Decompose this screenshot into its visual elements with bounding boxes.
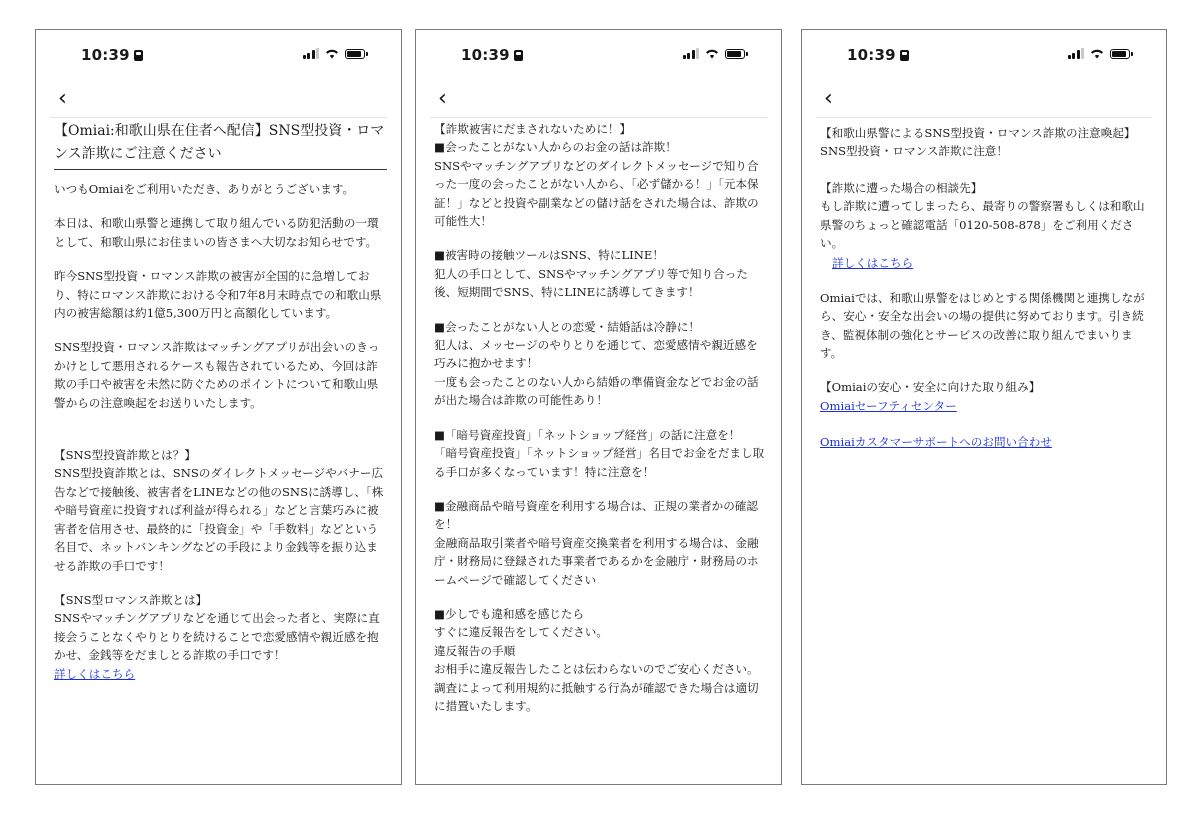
- section-body: SNS型投資詐欺とは、SNSのダイレクトメッセージやバナー広告などで接触後、被害者をLINEなどの他のSNSに誘導し、「株や暗号資産に投資すれば利益が得られる」などと言葉巧みに被害者を信用させ、最終的に「投資金」や「手数料」などという名目で、ネットバンキングなどの手段により金銭等を振り込ませる詐欺の手口です！: [54, 466, 384, 573]
- bullet-body: SNSやマッチングアプリなどのダイレクトメッセージで知り合った一度の会ったことがない人から、「必ず儲かる！」「元本保証！」などと投資や副業などの儲け話をされた場合は、詐欺の可能性大！: [434, 158, 759, 229]
- message-body: [820, 124, 1152, 468]
- section-body: SNSやマッチングアプリなどを通じて出会った者と、実際に直接会うことなくやりとりを続けることで恋愛感情や親近感を抱かせ、金銭等をだましとる詐欺の手口です！: [54, 611, 380, 663]
- bullet-line: お相手に違反報告したことは伝わらないのでご安心ください。: [434, 662, 759, 677]
- wifi-icon: [705, 48, 719, 59]
- bullet-body: 犯人は、メッセージのやりとりを通じて、恋愛感情や親近感を巧みに抱かせます！: [434, 338, 758, 371]
- battery-icon: [725, 49, 745, 59]
- status-bar: [36, 46, 401, 68]
- bullet-body: 一度も会ったことのない人から結婚の準備資金などでお金の話が出た場合は詐欺の可能性あり！: [434, 374, 759, 408]
- phone-screen-2: [415, 29, 782, 785]
- paragraph-intro: 本日は、和歌山県警と連携して取り組んでいる防犯活動の一環として、和歌山県にお住まいの皆さまへ大切なお知らせです。: [54, 216, 379, 249]
- bullet-body: 犯人の手口として、SNSやマッチングアプリ等で知り合った後、短期間でSNS、特にLINEに誘導してきます！: [434, 266, 748, 300]
- message-body: [54, 120, 387, 683]
- bullet-title: ■金融商品や暗号資産を利用する場合は、正規の業者かの確認を！: [434, 498, 758, 532]
- nav-divider: [816, 117, 1152, 118]
- time-text: 10:39: [81, 46, 130, 64]
- customer-support-link[interactable]: Omiaiカスタマーサポートへのお問い合わせ: [820, 435, 1052, 450]
- details-link[interactable]: 詳しくはこちら: [54, 666, 136, 681]
- phone-screen-3: [801, 29, 1167, 785]
- lock-icon: [514, 50, 523, 61]
- bullet-body: 金融商品取引業者や暗号資産交換業者を利用する場合は、金融庁・財務局に登録された事業者であるかを金融庁・財務局のホームページで確認してください: [434, 535, 759, 587]
- section-heading: 【Omiaiの安心・安全に向けた取り組み】: [820, 380, 1041, 395]
- back-chevron-icon[interactable]: ‹: [824, 86, 833, 111]
- section-body: もし詐欺に遭ってしまったら、最寄りの警察署もしくは和歌山県警のちょっと確認電話「0120-508-878」をご利用ください。: [820, 199, 1145, 251]
- bullet-title: ■被害時の接触ツールはSNS、特にLINE！: [434, 248, 664, 263]
- lock-icon: [900, 50, 909, 61]
- section-heading: 【SNS型投資詐欺とは？】: [54, 448, 196, 463]
- lock-icon: [134, 50, 143, 61]
- signal-icon: [1068, 48, 1085, 59]
- signal-icon: [303, 48, 320, 59]
- bullet-title: ■「暗号資産投資」「ネットショップ経営」の話に注意を！: [434, 427, 741, 442]
- paragraph-greeting: いつもOmiaiをご利用いただき、ありがとうございます。: [54, 182, 355, 196]
- back-chevron-icon[interactable]: ‹: [58, 86, 67, 111]
- section-romance-fraud: [54, 591, 387, 683]
- message-title: 【Omiai:和歌山県在住者へ配信】SNS型投資・ロマンス詐欺にご注意ください: [54, 120, 387, 170]
- safety-center-link[interactable]: Omiaiセーフティセンター: [820, 398, 957, 413]
- bullet-title: ■会ったことがない人からのお金の話は詐欺！: [434, 140, 677, 155]
- status-time: [81, 46, 143, 64]
- consult-details-link[interactable]: 詳しくはこちら: [832, 256, 914, 271]
- section-investment-fraud: [54, 446, 387, 575]
- battery-icon: [1110, 49, 1130, 59]
- time-text: 10:39: [847, 46, 896, 64]
- bullet-line: 調査によって利用規約に抵触する行為が確認できた場合は適切に措置いたします。: [434, 680, 759, 713]
- system-icons: [1068, 48, 1131, 59]
- wifi-icon: [325, 48, 339, 59]
- message-body: [434, 120, 767, 715]
- nav-divider: [50, 117, 387, 118]
- bullet-title: ■会ったことがない人との恋愛・結婚話は冷静に！: [434, 319, 701, 334]
- status-time: [461, 46, 523, 64]
- section-body: SNS型投資・ロマンス詐欺に注意！: [820, 144, 1008, 159]
- status-bar: [416, 46, 781, 68]
- bullet-title: ■少しでも違和感を感じたら: [434, 606, 585, 621]
- wifi-icon: [1090, 48, 1104, 59]
- section-heading: 【詐欺に遭った場合の相談先】: [820, 180, 983, 195]
- section-heading: 【詐欺被害にだまされないために！】: [434, 122, 632, 136]
- paragraph-damage: 昨今SNS型投資・ロマンス詐欺の被害が全国的に急増しており、特にロマンス詐欺における令和7年8月末時点での和歌山県内の被害総額は約1億5,300万円と高額化しています。: [54, 269, 382, 321]
- status-time: [847, 46, 909, 64]
- bullet-line: すぐに違反報告をしてください。: [434, 625, 608, 640]
- nav-divider: [430, 117, 767, 118]
- time-text: 10:39: [461, 46, 510, 64]
- bullet-line: 違反報告の手順: [434, 643, 516, 658]
- bullet-body: 「暗号資産投資」「ネットショップ経営」名目でお金をだまし取る手口が多くなっています！特に注意を！: [434, 446, 765, 479]
- section-heading: 【SNS型ロマンス詐欺とは】: [54, 592, 208, 607]
- section-heading: 【和歌山県警によるSNS型投資・ロマンス詐欺の注意喚起】: [820, 126, 1136, 140]
- phone-screen-1: [35, 29, 402, 785]
- status-bar: [802, 46, 1166, 68]
- system-icons: [683, 48, 746, 59]
- commitment-paragraph: Omiaiでは、和歌山県警をはじめとする関係機関と連携しながら、安心・安全な出会いの場の提供に努めております。引き続き、監視体制の強化とサービスの改善に取り組んでまいります。: [820, 290, 1145, 361]
- battery-icon: [345, 49, 365, 59]
- system-icons: [303, 48, 366, 59]
- back-chevron-icon[interactable]: ‹: [438, 86, 447, 111]
- signal-icon: [683, 48, 700, 59]
- paragraph-purpose: SNS型投資・ロマンス詐欺はマッチングアプリが出会いのきっかけとして悪用されるケースも報告されているため、今回は詐欺の手口や被害を未然に防ぐためのポイントについて和歌山県警からの注意喚起をお送りいたします。: [54, 340, 380, 410]
